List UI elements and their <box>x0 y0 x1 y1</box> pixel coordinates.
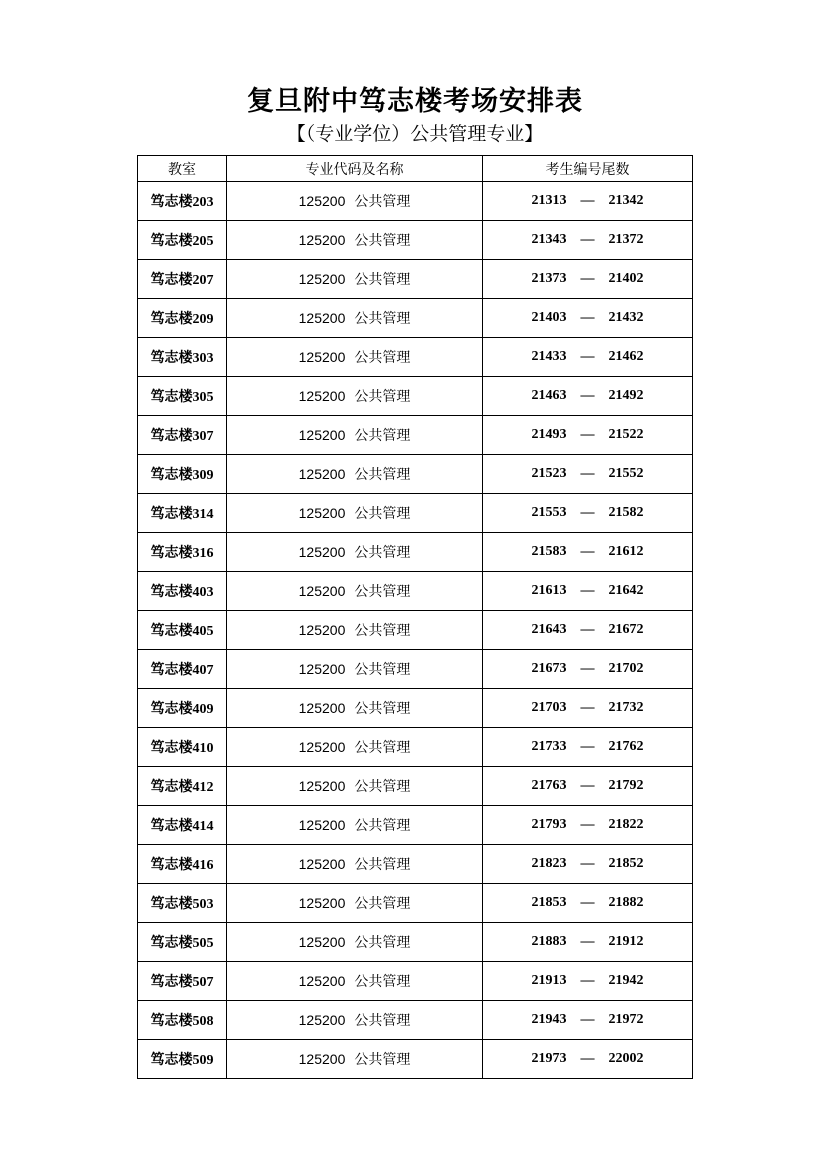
table-row <box>138 182 693 221</box>
range-end: 21642 <box>608 583 644 598</box>
major-cell <box>227 377 483 416</box>
major-code: 125200 <box>298 739 346 755</box>
range-end: 21912 <box>608 934 644 949</box>
range-separator: — <box>580 232 595 247</box>
major-name: 公共管理 <box>354 740 411 756</box>
classroom-cell: 笃志楼403 <box>138 572 227 611</box>
major-cell <box>227 494 483 533</box>
candidate-range-cell <box>483 260 693 299</box>
range-start: 21823 <box>531 856 567 871</box>
major-code: 125200 <box>298 310 346 326</box>
range-end: 22002 <box>608 1051 644 1066</box>
range-start: 21613 <box>531 583 567 598</box>
classroom-cell: 笃志楼205 <box>138 221 227 260</box>
major-name: 公共管理 <box>354 935 411 951</box>
table-row <box>138 221 693 260</box>
major-cell <box>227 416 483 455</box>
classroom-cell: 笃志楼209 <box>138 299 227 338</box>
major-code: 125200 <box>298 856 346 872</box>
range-end: 21432 <box>608 310 644 325</box>
table-row <box>138 1001 693 1040</box>
range-start: 21553 <box>531 505 567 520</box>
exam-schedule-table <box>137 155 693 1079</box>
range-start: 21763 <box>531 778 567 793</box>
major-cell <box>227 845 483 884</box>
major-cell <box>227 611 483 650</box>
range-separator: — <box>580 1012 595 1027</box>
major-name: 公共管理 <box>354 428 411 444</box>
major-name: 公共管理 <box>354 272 411 288</box>
major-name: 公共管理 <box>354 662 411 678</box>
range-start: 21703 <box>531 700 567 715</box>
major-name: 公共管理 <box>354 818 411 834</box>
range-separator: — <box>580 505 595 520</box>
candidate-range-cell <box>483 533 693 572</box>
candidate-range-cell <box>483 689 693 728</box>
major-name: 公共管理 <box>354 623 411 639</box>
major-cell <box>227 221 483 260</box>
major-code: 125200 <box>298 583 346 599</box>
major-name: 公共管理 <box>354 194 411 210</box>
classroom-cell: 笃志楼409 <box>138 689 227 728</box>
header-candidate-range: 考生编号尾数 <box>483 156 693 182</box>
range-separator: — <box>580 466 595 481</box>
major-code: 125200 <box>298 661 346 677</box>
range-separator: — <box>580 700 595 715</box>
range-start: 21583 <box>531 544 567 559</box>
range-start: 21403 <box>531 310 567 325</box>
range-start: 21523 <box>531 466 567 481</box>
major-name: 公共管理 <box>354 896 411 912</box>
major-code: 125200 <box>298 505 346 521</box>
major-cell <box>227 767 483 806</box>
major-cell <box>227 533 483 572</box>
range-separator: — <box>580 817 595 832</box>
candidate-range-cell <box>483 1001 693 1040</box>
range-end: 21582 <box>608 505 644 520</box>
candidate-range-cell <box>483 728 693 767</box>
classroom-cell: 笃志楼305 <box>138 377 227 416</box>
range-separator: — <box>580 739 595 754</box>
major-cell <box>227 1001 483 1040</box>
major-name: 公共管理 <box>354 545 411 561</box>
table-header <box>138 156 693 182</box>
range-separator: — <box>580 778 595 793</box>
candidate-range-cell <box>483 572 693 611</box>
range-start: 21493 <box>531 427 567 442</box>
range-start: 21643 <box>531 622 567 637</box>
range-separator: — <box>580 193 595 208</box>
major-cell <box>227 650 483 689</box>
major-name: 公共管理 <box>354 779 411 795</box>
range-separator: — <box>580 427 595 442</box>
header-classroom: 教室 <box>138 156 227 182</box>
range-end: 21522 <box>608 427 644 442</box>
major-code: 125200 <box>298 544 346 560</box>
major-cell <box>227 299 483 338</box>
classroom-cell: 笃志楼416 <box>138 845 227 884</box>
major-code: 125200 <box>298 466 346 482</box>
major-cell <box>227 182 483 221</box>
major-code: 125200 <box>298 388 346 404</box>
major-cell <box>227 1040 483 1079</box>
table-row <box>138 923 693 962</box>
candidate-range-cell <box>483 377 693 416</box>
candidate-range-cell <box>483 221 693 260</box>
range-end: 21402 <box>608 271 644 286</box>
range-start: 21343 <box>531 232 567 247</box>
major-code: 125200 <box>298 934 346 950</box>
table-row <box>138 962 693 1001</box>
major-cell <box>227 884 483 923</box>
classroom-cell: 笃志楼207 <box>138 260 227 299</box>
candidate-range-cell <box>483 338 693 377</box>
major-name: 公共管理 <box>354 857 411 873</box>
range-start: 21733 <box>531 739 567 754</box>
table-body <box>138 182 693 1079</box>
range-end: 21822 <box>608 817 644 832</box>
range-start: 21853 <box>531 895 567 910</box>
range-end: 21702 <box>608 661 644 676</box>
table-row <box>138 767 693 806</box>
table-row <box>138 533 693 572</box>
range-separator: — <box>580 583 595 598</box>
classroom-cell: 笃志楼509 <box>138 1040 227 1079</box>
major-code: 125200 <box>298 1012 346 1028</box>
classroom-cell: 笃志楼414 <box>138 806 227 845</box>
major-cell <box>227 338 483 377</box>
range-start: 21793 <box>531 817 567 832</box>
classroom-cell: 笃志楼407 <box>138 650 227 689</box>
header-row <box>138 156 693 182</box>
range-end: 21942 <box>608 973 644 988</box>
major-code: 125200 <box>298 817 346 833</box>
classroom-cell: 笃志楼410 <box>138 728 227 767</box>
range-separator: — <box>580 349 595 364</box>
classroom-cell: 笃志楼203 <box>138 182 227 221</box>
range-end: 21492 <box>608 388 644 403</box>
range-separator: — <box>580 856 595 871</box>
major-name: 公共管理 <box>354 1052 411 1068</box>
major-code: 125200 <box>298 232 346 248</box>
candidate-range-cell <box>483 923 693 962</box>
major-cell <box>227 962 483 1001</box>
major-code: 125200 <box>298 700 346 716</box>
range-separator: — <box>580 271 595 286</box>
major-code: 125200 <box>298 193 346 209</box>
table-row <box>138 1040 693 1079</box>
major-name: 公共管理 <box>354 467 411 483</box>
range-end: 21972 <box>608 1012 644 1027</box>
range-separator: — <box>580 661 595 676</box>
table-row <box>138 338 693 377</box>
table-row <box>138 572 693 611</box>
range-end: 21342 <box>608 193 644 208</box>
candidate-range-cell <box>483 845 693 884</box>
range-separator: — <box>580 895 595 910</box>
table-row <box>138 845 693 884</box>
candidate-range-cell <box>483 884 693 923</box>
major-code: 125200 <box>298 973 346 989</box>
range-start: 21883 <box>531 934 567 949</box>
range-end: 21882 <box>608 895 644 910</box>
major-name: 公共管理 <box>354 1013 411 1029</box>
classroom-cell: 笃志楼505 <box>138 923 227 962</box>
major-name: 公共管理 <box>354 506 411 522</box>
classroom-cell: 笃志楼307 <box>138 416 227 455</box>
candidate-range-cell <box>483 455 693 494</box>
major-code: 125200 <box>298 1051 346 1067</box>
range-start: 21433 <box>531 349 567 364</box>
range-separator: — <box>580 934 595 949</box>
classroom-cell: 笃志楼508 <box>138 1001 227 1040</box>
table-row <box>138 299 693 338</box>
major-name: 公共管理 <box>354 233 411 249</box>
page-subtitle: 【（专业学位）公共管理专业】 <box>286 123 544 145</box>
major-name: 公共管理 <box>354 974 411 990</box>
table-row <box>138 611 693 650</box>
major-name: 公共管理 <box>354 389 411 405</box>
major-name: 公共管理 <box>354 311 411 327</box>
classroom-cell: 笃志楼507 <box>138 962 227 1001</box>
range-end: 21372 <box>608 232 644 247</box>
table-row <box>138 650 693 689</box>
range-separator: — <box>580 310 595 325</box>
major-name: 公共管理 <box>354 350 411 366</box>
classroom-cell: 笃志楼316 <box>138 533 227 572</box>
major-name: 公共管理 <box>354 584 411 600</box>
range-separator: — <box>580 973 595 988</box>
major-code: 125200 <box>298 271 346 287</box>
candidate-range-cell <box>483 962 693 1001</box>
range-separator: — <box>580 388 595 403</box>
range-start: 21313 <box>531 193 567 208</box>
header-major: 专业代码及名称 <box>227 156 483 182</box>
major-cell <box>227 260 483 299</box>
candidate-range-cell <box>483 767 693 806</box>
range-end: 21852 <box>608 856 644 871</box>
range-end: 21462 <box>608 349 644 364</box>
classroom-cell: 笃志楼405 <box>138 611 227 650</box>
range-start: 21973 <box>531 1051 567 1066</box>
range-separator: — <box>580 1051 595 1066</box>
major-code: 125200 <box>298 427 346 443</box>
range-end: 21792 <box>608 778 644 793</box>
range-end: 21762 <box>608 739 644 754</box>
table-row <box>138 884 693 923</box>
range-start: 21943 <box>531 1012 567 1027</box>
range-end: 21552 <box>608 466 644 481</box>
major-name: 公共管理 <box>354 701 411 717</box>
table-row <box>138 689 693 728</box>
major-code: 125200 <box>298 622 346 638</box>
table-row <box>138 377 693 416</box>
candidate-range-cell <box>483 1040 693 1079</box>
table-row <box>138 494 693 533</box>
major-code: 125200 <box>298 778 346 794</box>
major-code: 125200 <box>298 349 346 365</box>
range-separator: — <box>580 622 595 637</box>
range-start: 21373 <box>531 271 567 286</box>
classroom-cell: 笃志楼412 <box>138 767 227 806</box>
table-row <box>138 260 693 299</box>
table-row <box>138 806 693 845</box>
range-start: 21463 <box>531 388 567 403</box>
major-code: 125200 <box>298 895 346 911</box>
range-end: 21732 <box>608 700 644 715</box>
range-start: 21673 <box>531 661 567 676</box>
range-start: 21913 <box>531 973 567 988</box>
range-end: 21672 <box>608 622 644 637</box>
candidate-range-cell <box>483 611 693 650</box>
major-cell <box>227 455 483 494</box>
classroom-cell: 笃志楼303 <box>138 338 227 377</box>
candidate-range-cell <box>483 299 693 338</box>
major-cell <box>227 806 483 845</box>
classroom-cell: 笃志楼309 <box>138 455 227 494</box>
candidate-range-cell <box>483 182 693 221</box>
major-cell <box>227 689 483 728</box>
table-row <box>138 455 693 494</box>
major-cell <box>227 923 483 962</box>
candidate-range-cell <box>483 806 693 845</box>
page-title: 复旦附中笃志楼考场安排表 <box>247 86 583 117</box>
range-end: 21612 <box>608 544 644 559</box>
candidate-range-cell <box>483 650 693 689</box>
candidate-range-cell <box>483 416 693 455</box>
major-cell <box>227 572 483 611</box>
candidate-range-cell <box>483 494 693 533</box>
range-separator: — <box>580 544 595 559</box>
table-row <box>138 728 693 767</box>
major-cell <box>227 728 483 767</box>
table-row <box>138 416 693 455</box>
classroom-cell: 笃志楼314 <box>138 494 227 533</box>
classroom-cell: 笃志楼503 <box>138 884 227 923</box>
